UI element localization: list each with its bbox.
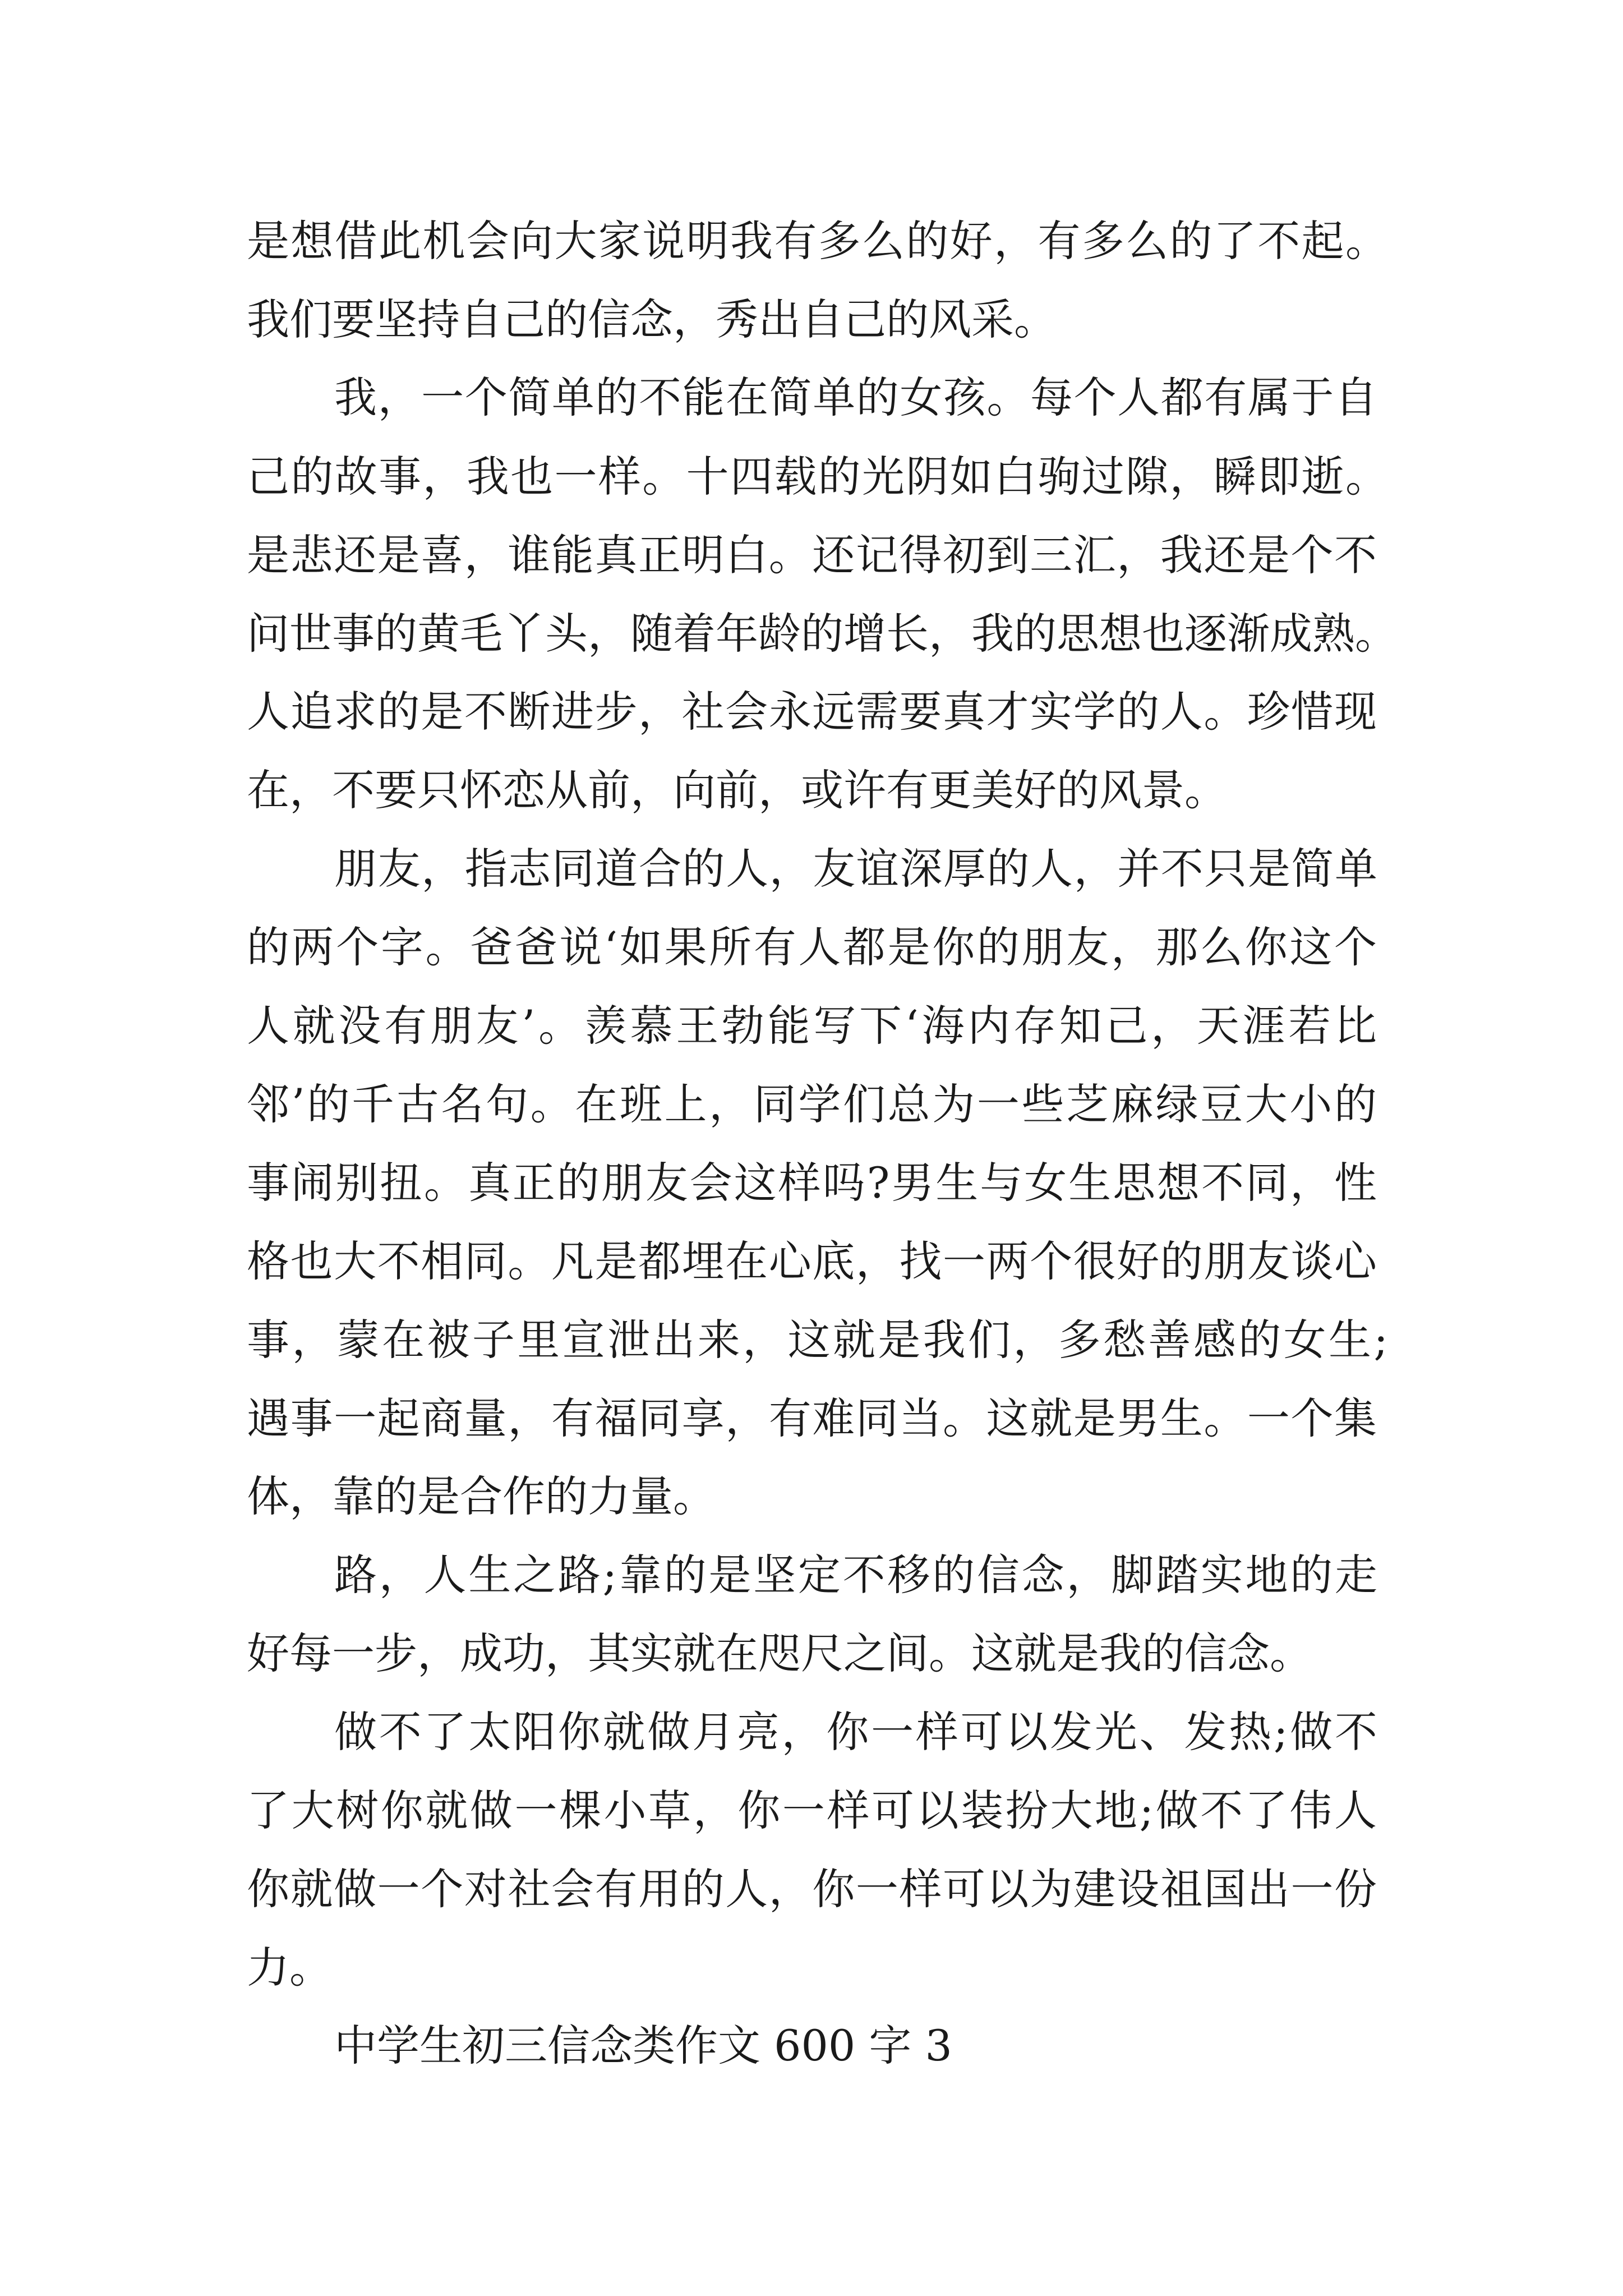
text-line: 格也大不相同。凡是都埋在心底，找一两个很好的朋友谈心 <box>247 1236 1377 1286</box>
text-line: 了大树你就做一棵小草，你一样可以装扮大地;做不了伟人 <box>247 1786 1377 1835</box>
text-line: 做不了太阳你就做月亮，你一样可以发光、发热;做不 <box>334 1707 1377 1757</box>
text-line: 事，蒙在被子里宣泄出来，这就是我们，多愁善感的女生; <box>247 1315 1388 1365</box>
text-line: 问世事的黄毛丫头，随着年龄的增长，我的思想也逐渐成熟。 <box>247 609 1398 659</box>
text-line: 我，一个简单的不能在简单的女孩。每个人都有属于自 <box>334 372 1377 422</box>
text-line: 在，不要只怀恋从前，向前，或许有更美好的风景。 <box>247 765 1227 815</box>
text-line: 是想借此机会向大家说明我有多么的好，有多么的了不起。 <box>247 216 1388 266</box>
text-line: 人就没有朋友’。羡慕王勃能写下‘海内存知己，天涯若比 <box>247 1001 1377 1051</box>
text-line: 好每一步，成功，其实就在咫尺之间。这就是我的信念。 <box>247 1628 1312 1678</box>
text-line: 的两个字。爸爸说‘如果所有人都是你的朋友，那么你这个 <box>247 922 1377 972</box>
text-line: 你就做一个对社会有用的人，你一样可以为建设祖国出一份 <box>247 1864 1377 1914</box>
text-line: 人追求的是不断进步，社会永远需要真才实学的人。珍惜现 <box>247 687 1377 737</box>
text-line: 遇事一起商量，有福同享，有难同当。这就是男生。一个集 <box>247 1393 1377 1443</box>
text-line: 邻’的千古名句。在班上，同学们总为一些芝麻绿豆大小的 <box>247 1079 1377 1129</box>
text-line: 力。 <box>247 1943 332 1993</box>
text-line: 我们要坚持自己的信念，秀出自己的风采。 <box>247 295 1057 344</box>
text-line: 己的故事，我也一样。十四载的光阴如白驹过隙，瞬即逝。 <box>247 452 1388 501</box>
text-line: 是悲还是喜，谁能真正明白。还记得初到三汇，我还是个不 <box>247 530 1377 580</box>
text-line: 体，靠的是合作的力量。 <box>247 1471 716 1521</box>
text-line: 路，人生之路;靠的是坚定不移的信念，脚踏实地的走 <box>334 1550 1377 1600</box>
text-line: 事闹别扭。真正的朋友会这样吗?男生与女生思想不同，性 <box>247 1158 1377 1208</box>
text-line: 朋友，指志同道合的人，友谊深厚的人，并不只是简单 <box>334 844 1377 894</box>
section-heading: 中学生初三信念类作文 600 字 3 <box>334 2021 952 2070</box>
